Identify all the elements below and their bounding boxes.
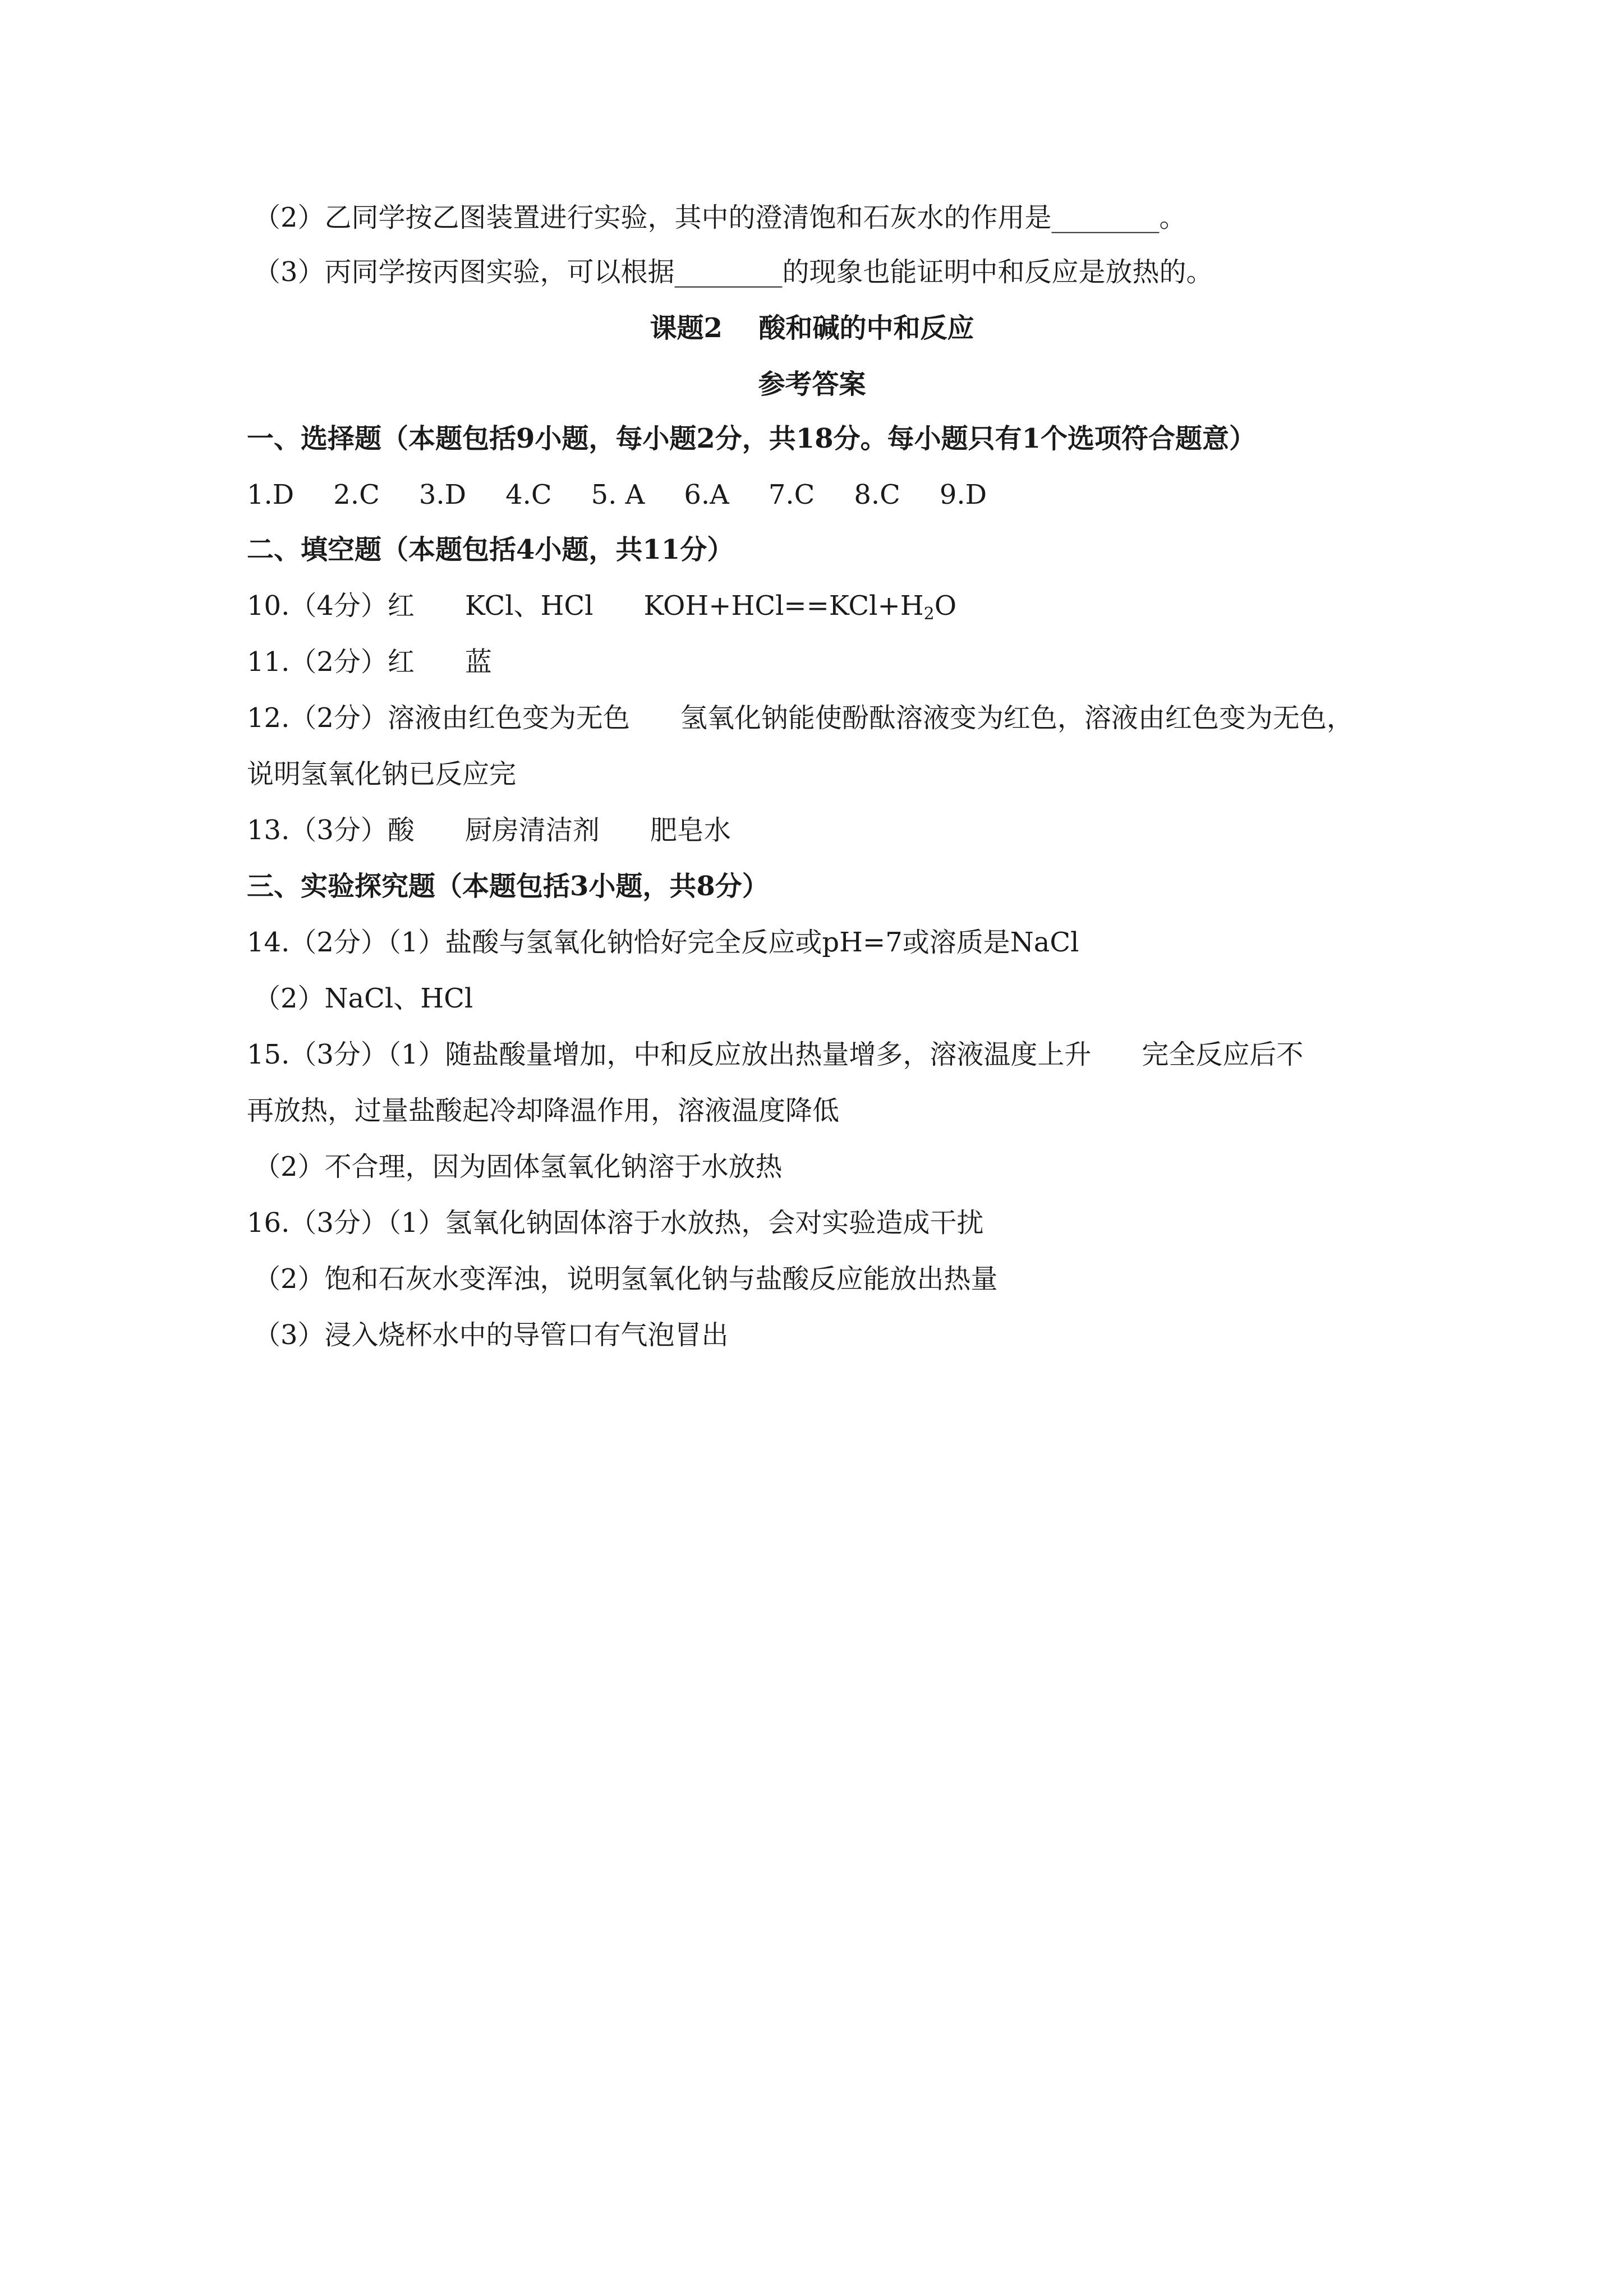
answer-2: 2.C (333, 479, 380, 510)
answer-10-prefix: 10.（4分）红 (247, 590, 415, 622)
answer-14-part-2: （2）NaCl、HCl (254, 983, 473, 1014)
question-2-text: （2）乙同学按乙图装置进行实验，其中的澄清饱和石灰水的作用是________。 (254, 202, 1186, 233)
answer-11-prefix: 11.（2分）红 (247, 646, 415, 678)
answer-13-second: 厨房清洁剂 (464, 815, 600, 846)
answer-10-equation-end: O (934, 590, 957, 622)
answer-4: 4.C (505, 479, 552, 510)
section-2-heading: 二、填空题（本题包括4小题，共11分） (247, 534, 734, 565)
answer-3: 3.D (418, 479, 467, 510)
answer-15-part-1-second: 完全反应后不 (1142, 1039, 1304, 1070)
answer-5: 5. A (591, 479, 645, 510)
answer-15-part-1-continued: 再放热，过量盐酸起冷却降温作用，溶液温度降低 (247, 1095, 840, 1126)
answer-6: 6.A (684, 479, 729, 510)
answer-12 (247, 701, 1354, 735)
answer-15-part-2: （2）不合理，因为固体氢氧化钠溶于水放热 (254, 1151, 783, 1182)
answer-16-part-1: 16.（3分）（1）氢氧化钠固体溶于水放热，会对实验造成干扰 (247, 1207, 984, 1239)
answer-15-part-1 (247, 1038, 1303, 1071)
page-title: 课题2 酸和碱的中和反应 (650, 312, 974, 344)
answer-12-prefix: 12.（2分）溶液由红色变为无色 (247, 702, 630, 734)
answer-1: 1.D (247, 479, 295, 510)
answer-12-second: 氢氧化钠能使酚酞溶液变为红色，溶液由红色变为无色， (680, 702, 1354, 734)
answer-11 (247, 645, 492, 679)
answer-12-continued: 说明氢氧化钠已反应完 (247, 758, 517, 790)
answer-8: 8.C (854, 479, 900, 510)
choice-answers-row (247, 478, 987, 512)
answer-14-part-1: 14.（2分）（1）盐酸与氢氧化钠恰好完全反应或pH=7或溶质是NaCl (247, 927, 1079, 958)
answer-16-part-2: （2）饱和石灰水变浑浊，说明氢氧化钠与盐酸反应能放出热量 (254, 1263, 998, 1295)
answer-11-second: 蓝 (464, 646, 492, 678)
answer-15-part-1-text: 15.（3分）（1）随盐酸量增加，中和反应放出热量增多，溶液温度上升 (247, 1039, 1092, 1070)
answer-7: 7.C (768, 479, 815, 510)
answer-10-equation: KOH+HCl==KCl+H (643, 590, 924, 622)
section-3-heading: 三、实验探究题（本题包括3小题，共8分） (247, 871, 769, 902)
question-3-text: （3）丙同学按丙图实验，可以根据________的现象也能证明中和反应是放热的。 (254, 256, 1213, 288)
answer-13-third: 肥皂水 (650, 815, 731, 846)
answer-9: 9.D (939, 479, 987, 510)
answer-10-ions: KCl、HCl (464, 590, 594, 622)
answer-key-heading: 参考答案 (758, 369, 866, 400)
answer-16-part-3: （3）浸入烧杯水中的导管口有气泡冒出 (254, 1319, 729, 1351)
answer-10 (247, 589, 956, 623)
answer-13 (247, 813, 731, 847)
section-1-heading: 一、选择题（本题包括9小题，每小题2分，共18分。每小题只有1个选项符合题意） (247, 423, 1256, 454)
answer-13-prefix: 13.（3分）酸 (247, 815, 415, 846)
answer-10-subscript: 2 (923, 604, 935, 624)
